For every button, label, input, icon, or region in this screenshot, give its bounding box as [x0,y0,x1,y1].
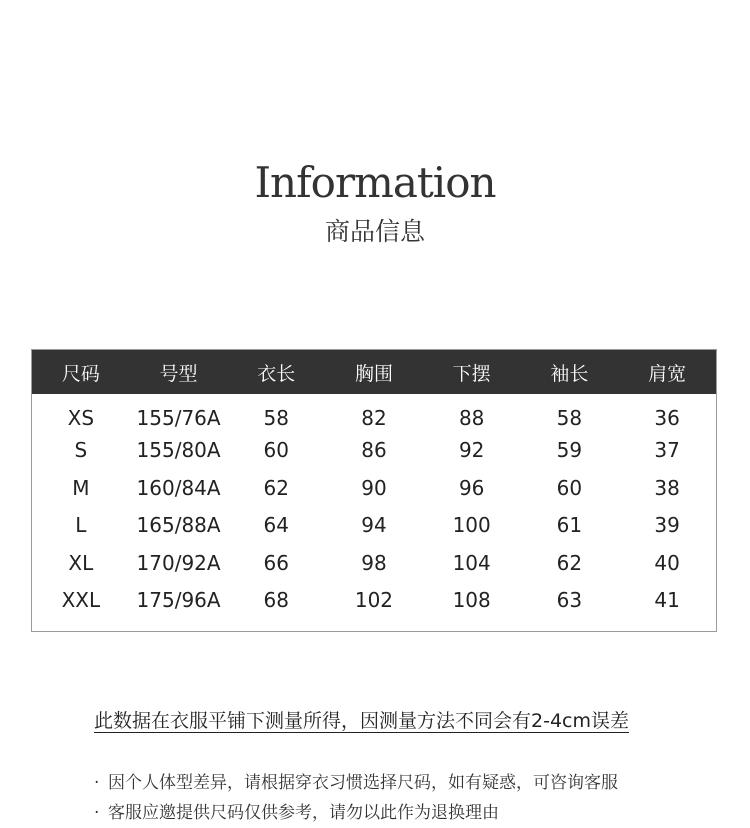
table-row [32,582,716,620]
cell-shoulder: 41 [654,588,680,613]
table-row [32,469,716,507]
table-row [32,432,716,470]
list-item [94,798,618,828]
cell-sleeve: 58 [556,405,583,430]
cell-shoulder: 36 [654,405,680,430]
cell-hem: 104 [452,550,491,575]
header-bust: 胸围 [354,362,393,385]
cell-model: 170/92A [136,550,221,575]
cell-shoulder: 39 [654,513,680,538]
cell-model: 155/80A [136,438,221,463]
cell-hem: 108 [452,588,491,613]
size-table-container [31,349,717,632]
cell-sleeve: 59 [556,438,583,463]
cell-hem: 100 [452,513,491,538]
header-hem: 下摆 [452,362,491,385]
measurement-note: 此数据在衣服平铺下测量所得，因测量方法不同会有2-4cm误差 [94,710,629,732]
cell-size: M [72,475,90,500]
list-item [94,768,618,798]
cell-shoulder: 38 [654,475,680,500]
cell-hem: 96 [458,475,485,500]
cell-model: 160/84A [136,475,221,500]
cell-model: 165/88A [136,513,221,538]
size-table-body [32,394,716,619]
cell-sleeve: 60 [556,475,583,500]
cell-shoulder: 37 [654,438,680,463]
table-row [32,394,716,432]
cell-sleeve: 61 [556,513,583,538]
header-size: 尺码 [61,362,100,385]
cell-length: 66 [263,550,289,575]
cell-size: L [75,513,87,538]
table-row [32,544,716,582]
bullet-dot: · [94,773,100,793]
bullet-dot: · [94,803,100,823]
cell-length: 62 [263,475,289,500]
header-length: 衣长 [257,362,296,385]
cell-length: 68 [263,588,289,613]
cell-size: XS [67,405,95,430]
cell-bust: 90 [361,475,387,500]
cell-model: 175/96A [136,588,221,613]
cell-sleeve: 62 [556,550,583,575]
bullet-text: 因个人体型差异，请根据穿衣习惯选择尺码，如有疑惑，可咨询客服 [108,773,618,793]
bullet-list [94,768,618,828]
cell-model: 155/76A [136,405,221,430]
cell-bust: 94 [361,513,387,538]
table-row [32,507,716,545]
cell-shoulder: 40 [654,550,680,575]
cell-sleeve: 63 [556,588,583,613]
cell-hem: 88 [458,405,485,430]
cell-size: XL [68,550,94,575]
cell-bust: 98 [361,550,387,575]
cell-bust: 82 [361,405,387,430]
header-model: 号型 [159,362,198,385]
cell-size: XXL [61,588,101,613]
page-subtitle: 商品信息 [324,217,425,246]
cell-length: 58 [263,405,289,430]
header-shoulder: 肩宽 [648,362,687,385]
size-table-header [32,350,716,394]
page-title: Information [254,158,496,207]
cell-hem: 92 [458,438,485,463]
cell-bust: 86 [361,438,387,463]
header-sleeve: 袖长 [550,362,589,385]
size-table [32,350,716,619]
cell-length: 64 [263,513,289,538]
bullet-text: 客服应邀提供尺码仅供参考，请勿以此作为退换理由 [108,803,499,823]
cell-bust: 102 [354,588,394,613]
header-row [32,350,716,394]
cell-length: 60 [263,438,289,463]
cell-size: S [74,438,88,463]
